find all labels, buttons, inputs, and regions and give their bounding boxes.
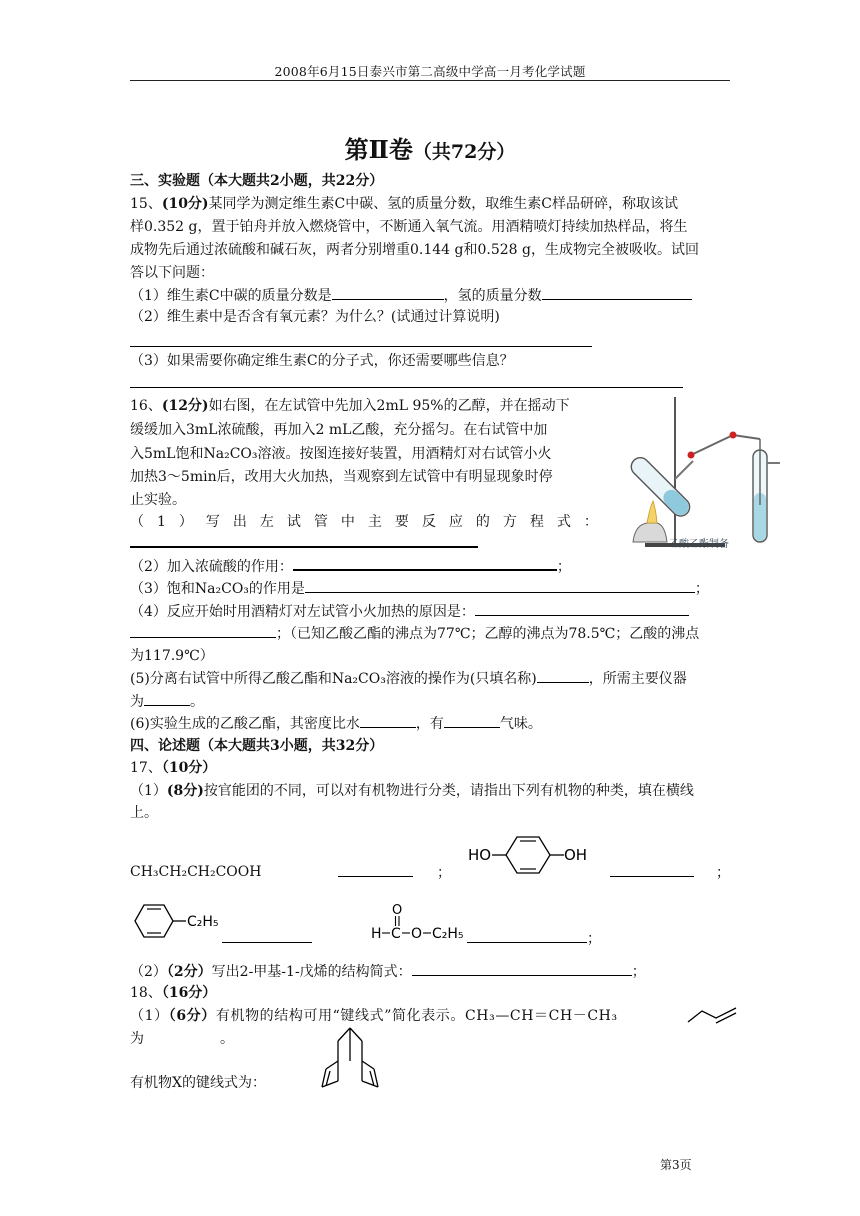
q18-score: （16分） (161, 985, 217, 1001)
q16-part6-text3: 气味。 (499, 716, 542, 732)
semi-3: ； (587, 931, 601, 947)
semi-4: ； (631, 964, 646, 980)
q17-part2-num: （2） (130, 964, 167, 980)
hydroquinone-row (610, 861, 730, 884)
semi-1: ； (437, 865, 451, 881)
q16-part5-end: 。 (190, 694, 204, 710)
q16-part4-end: 为117.9℃） (130, 648, 214, 664)
q18-part1-num: （1） (130, 1008, 169, 1024)
formate-o-label: O (411, 926, 423, 942)
butanoic-acid-class-blank[interactable] (338, 861, 413, 877)
methylpentene-structure-blank[interactable] (412, 960, 632, 976)
q15-line4: 答以下问题： (130, 265, 214, 281)
ethyl-label: C₂H₅ (187, 914, 219, 930)
ester-apparatus-figure (625, 395, 765, 555)
title-sub: （共72分） (412, 141, 516, 163)
q17-number: 17、 (130, 760, 162, 776)
carbon-fraction-blank[interactable] (332, 284, 444, 300)
q15-part2: （2）维生素中是否含有氧元素？为什么？(试通过计算说明) (130, 309, 500, 325)
q16-line3: 入5mL饱和Na₂CO₃溶液。按图连接好装置，用酒精灯对右试管小火 (130, 446, 552, 462)
q18-number: 18、 (130, 985, 162, 1001)
benzene-ring (506, 837, 550, 873)
q15-part1-text2: ，氢的质量分数 (443, 288, 542, 304)
q16-score: (12分) (161, 398, 209, 414)
section-title (0, 130, 860, 165)
q15-text1: 某同学为测定维生素C中碳、氢的质量分数，取维生素C样品研碎，称取该试 (208, 196, 678, 212)
ethylbenzene-structure (132, 900, 232, 944)
hydrogen-fraction-blank[interactable] (542, 284, 692, 300)
compound-x-skeletal-formula (314, 1025, 384, 1095)
left-stopper (688, 452, 695, 459)
q16-line2: 缓缓加入3mL浓硫酸，再加入2 mL乙酸，充分摇匀。在右试管中加 (130, 422, 548, 438)
q15-score: (10分) (161, 196, 209, 212)
q18-part1-end: 。 (220, 1031, 234, 1047)
q16-line1 (130, 395, 570, 417)
page-header: 2008年6月15日泰兴市第二高级中学高一月考化学试题 (274, 64, 586, 79)
ring-left-db (322, 1069, 326, 1087)
q16-part4 (130, 600, 689, 623)
ethylbenzene-row (222, 927, 312, 950)
q17-score: （10分） (161, 760, 217, 776)
ring-right-bottom (362, 1081, 378, 1087)
butanoic-acid-formula: CH₃CH₂CH₂COOH (130, 864, 262, 880)
q18-part1-text: 有机物的结构可用“键线式”简化表示。CH₃—CH＝CH－CH₃ (215, 1008, 618, 1024)
butanoic-acid-row (338, 861, 451, 884)
hydroquinone-structure (468, 832, 588, 878)
q15-part3: （3）如果需要你确定维生素C的分子式，你还需要哪些信息？ (130, 353, 514, 369)
q16-part2-semi: ； (556, 559, 571, 575)
header-rule (130, 80, 730, 81)
q17-part1-cont: 上。 (130, 805, 158, 821)
formate-h-label: H (371, 926, 382, 942)
hydroquinone-oh-label: OH (564, 846, 588, 864)
q16-part6-text: (6)实验生成的乙酸乙酯，其密度比水 (130, 716, 360, 732)
sodium-carbonate-role-blank[interactable] (305, 577, 695, 593)
ring-left-bottom (322, 1081, 338, 1087)
q18-part1 (130, 1005, 618, 1027)
carbonyl-o-label: O (392, 903, 403, 918)
density-blank[interactable] (360, 712, 416, 728)
q16-line4: 加热3～5min后，改用大火加热，当观察到左试管中有明显现象时停 (130, 469, 553, 485)
q16-part6-text2: ，有 (415, 716, 444, 732)
figure-caption: 乙酸乙酯制备 (669, 539, 729, 550)
bridge-top-left (338, 1028, 350, 1041)
compound-x-label: 有机物X的键线式为： (130, 1075, 266, 1091)
ring-right-db (374, 1069, 378, 1087)
q17-part1 (130, 780, 694, 802)
instrument-blank[interactable] (144, 690, 190, 706)
q18-part1-text2: 为 (130, 1031, 144, 1047)
hydroquinone-class-blank[interactable] (610, 861, 694, 877)
ethylbenzene-ring (135, 905, 173, 937)
gentle-heating-reason-blank[interactable] (475, 600, 689, 616)
q16-text1: 如右图，在左试管中先加入2mL 95%的乙醇，并在摇动下 (208, 398, 570, 414)
q16-part2-text: （2）加入浓硫酸的作用： (130, 559, 293, 575)
ethyl-formate-class-blank[interactable] (467, 927, 587, 943)
q15-line2: 样0.352 g，置于铂舟并放入燃烧管中，不断通入氧气流。用酒精喷灯持续加热样品，将生 (130, 219, 688, 235)
q15-line1 (130, 193, 678, 215)
semi-2: ； (716, 865, 730, 881)
butene-chain (688, 1008, 736, 1022)
gentle-heating-reason-blank-2[interactable] (130, 622, 276, 638)
q16-part5 (130, 667, 687, 690)
q15-part2-answer-line[interactable] (130, 346, 592, 347)
q16-part1-answer-line[interactable] (130, 546, 478, 548)
section-4-heading: 四、论述题（本大题共3小题，共32分） (130, 738, 384, 754)
q16-part3-semi: ； (694, 581, 709, 597)
q15-part1-text: （1）维生素C中碳的质量分数是 (130, 288, 332, 304)
q17-heading (130, 757, 216, 779)
page-number: 第3页 (660, 1158, 692, 1172)
bridge-top-right (350, 1028, 362, 1041)
q16-part6 (130, 712, 542, 735)
q17-part2-text: 写出2-甲基-1-戊烯的结构简式： (211, 964, 412, 980)
ethylbenzene-class-blank[interactable] (222, 927, 312, 943)
q15-line3: 成物先后通过浓硫酸和碱石灰，两者分别增重0.144 g和0.528 g，生成物完全被吸收。试回 (130, 242, 699, 258)
ring-left-top (326, 1061, 338, 1069)
q15-part1 (130, 284, 692, 307)
q16-part4-cont (130, 622, 699, 645)
q17-part2 (130, 960, 646, 983)
q15-number: 15、 (130, 196, 162, 212)
q16-part3 (130, 577, 709, 600)
formate-c-label: C (391, 926, 401, 942)
q18-heading (130, 982, 216, 1004)
sulfuric-acid-role-blank[interactable] (293, 554, 557, 571)
q16-part5-text: (5)分离右试管中所得乙酸乙酯和Na₂CO₃溶液的操作为(只填名称) (130, 671, 537, 687)
ring-right-top (362, 1061, 374, 1069)
title-main: 第Ⅱ卷 (344, 135, 413, 164)
q16-part4-text: （4）反应开始时用酒精灯对左试管小火加热的原因是： (130, 604, 475, 620)
q16-part1: （1）写出左试管中主要反应的方程式： (130, 514, 611, 530)
lamp-flame (647, 501, 657, 523)
tube-bend (730, 432, 737, 439)
q16-part5-text2: ，所需主要仪器 (588, 671, 687, 687)
clamp (675, 461, 693, 479)
butene-double-bond (716, 1013, 736, 1023)
q17-part1-num: （1） (130, 783, 167, 799)
ethyl-formate-row (467, 927, 601, 950)
q16-part3-text: （3）饱和Na₂CO₃的作用是 (130, 581, 305, 597)
q16-part4-boiling-points: ；（已知乙酸乙酯的沸点为77℃；乙醇的沸点为78.5℃；乙酸的沸点 (276, 626, 700, 642)
odor-blank[interactable] (444, 712, 500, 728)
q16-number: 16、 (130, 398, 162, 414)
q16-line5: 止实验。 (130, 492, 186, 508)
alcohol-lamp (633, 523, 667, 542)
q18-part1-cont (130, 1028, 234, 1050)
q16-part5-cont (130, 690, 204, 713)
butene-skeletal-formula (686, 1004, 740, 1026)
q16-part5-text3: 为 (130, 694, 144, 710)
hydroquinone-ho-label: HO (468, 846, 492, 864)
q16-part2 (130, 554, 571, 578)
left-test-tube (628, 454, 694, 520)
ethyl-formate-structure (371, 900, 471, 942)
separation-operation-blank[interactable] (537, 667, 589, 683)
q17-part1-score: (8分) (166, 783, 204, 799)
q17-part1-text: 按官能团的不同，可以对有机物进行分类，请指出下列有机物的种类，填在横线 (203, 783, 694, 799)
section-3-heading: 三、实验题（本大题共2小题，共22分） (130, 173, 384, 189)
q15-part3-answer-line[interactable] (130, 387, 683, 388)
q17-part2-score: （2分） (166, 964, 212, 980)
q18-part1-score: （6分） (168, 1008, 216, 1024)
formate-ethyl-label: C₂H₅ (432, 926, 464, 942)
delivery-tube (691, 435, 760, 455)
